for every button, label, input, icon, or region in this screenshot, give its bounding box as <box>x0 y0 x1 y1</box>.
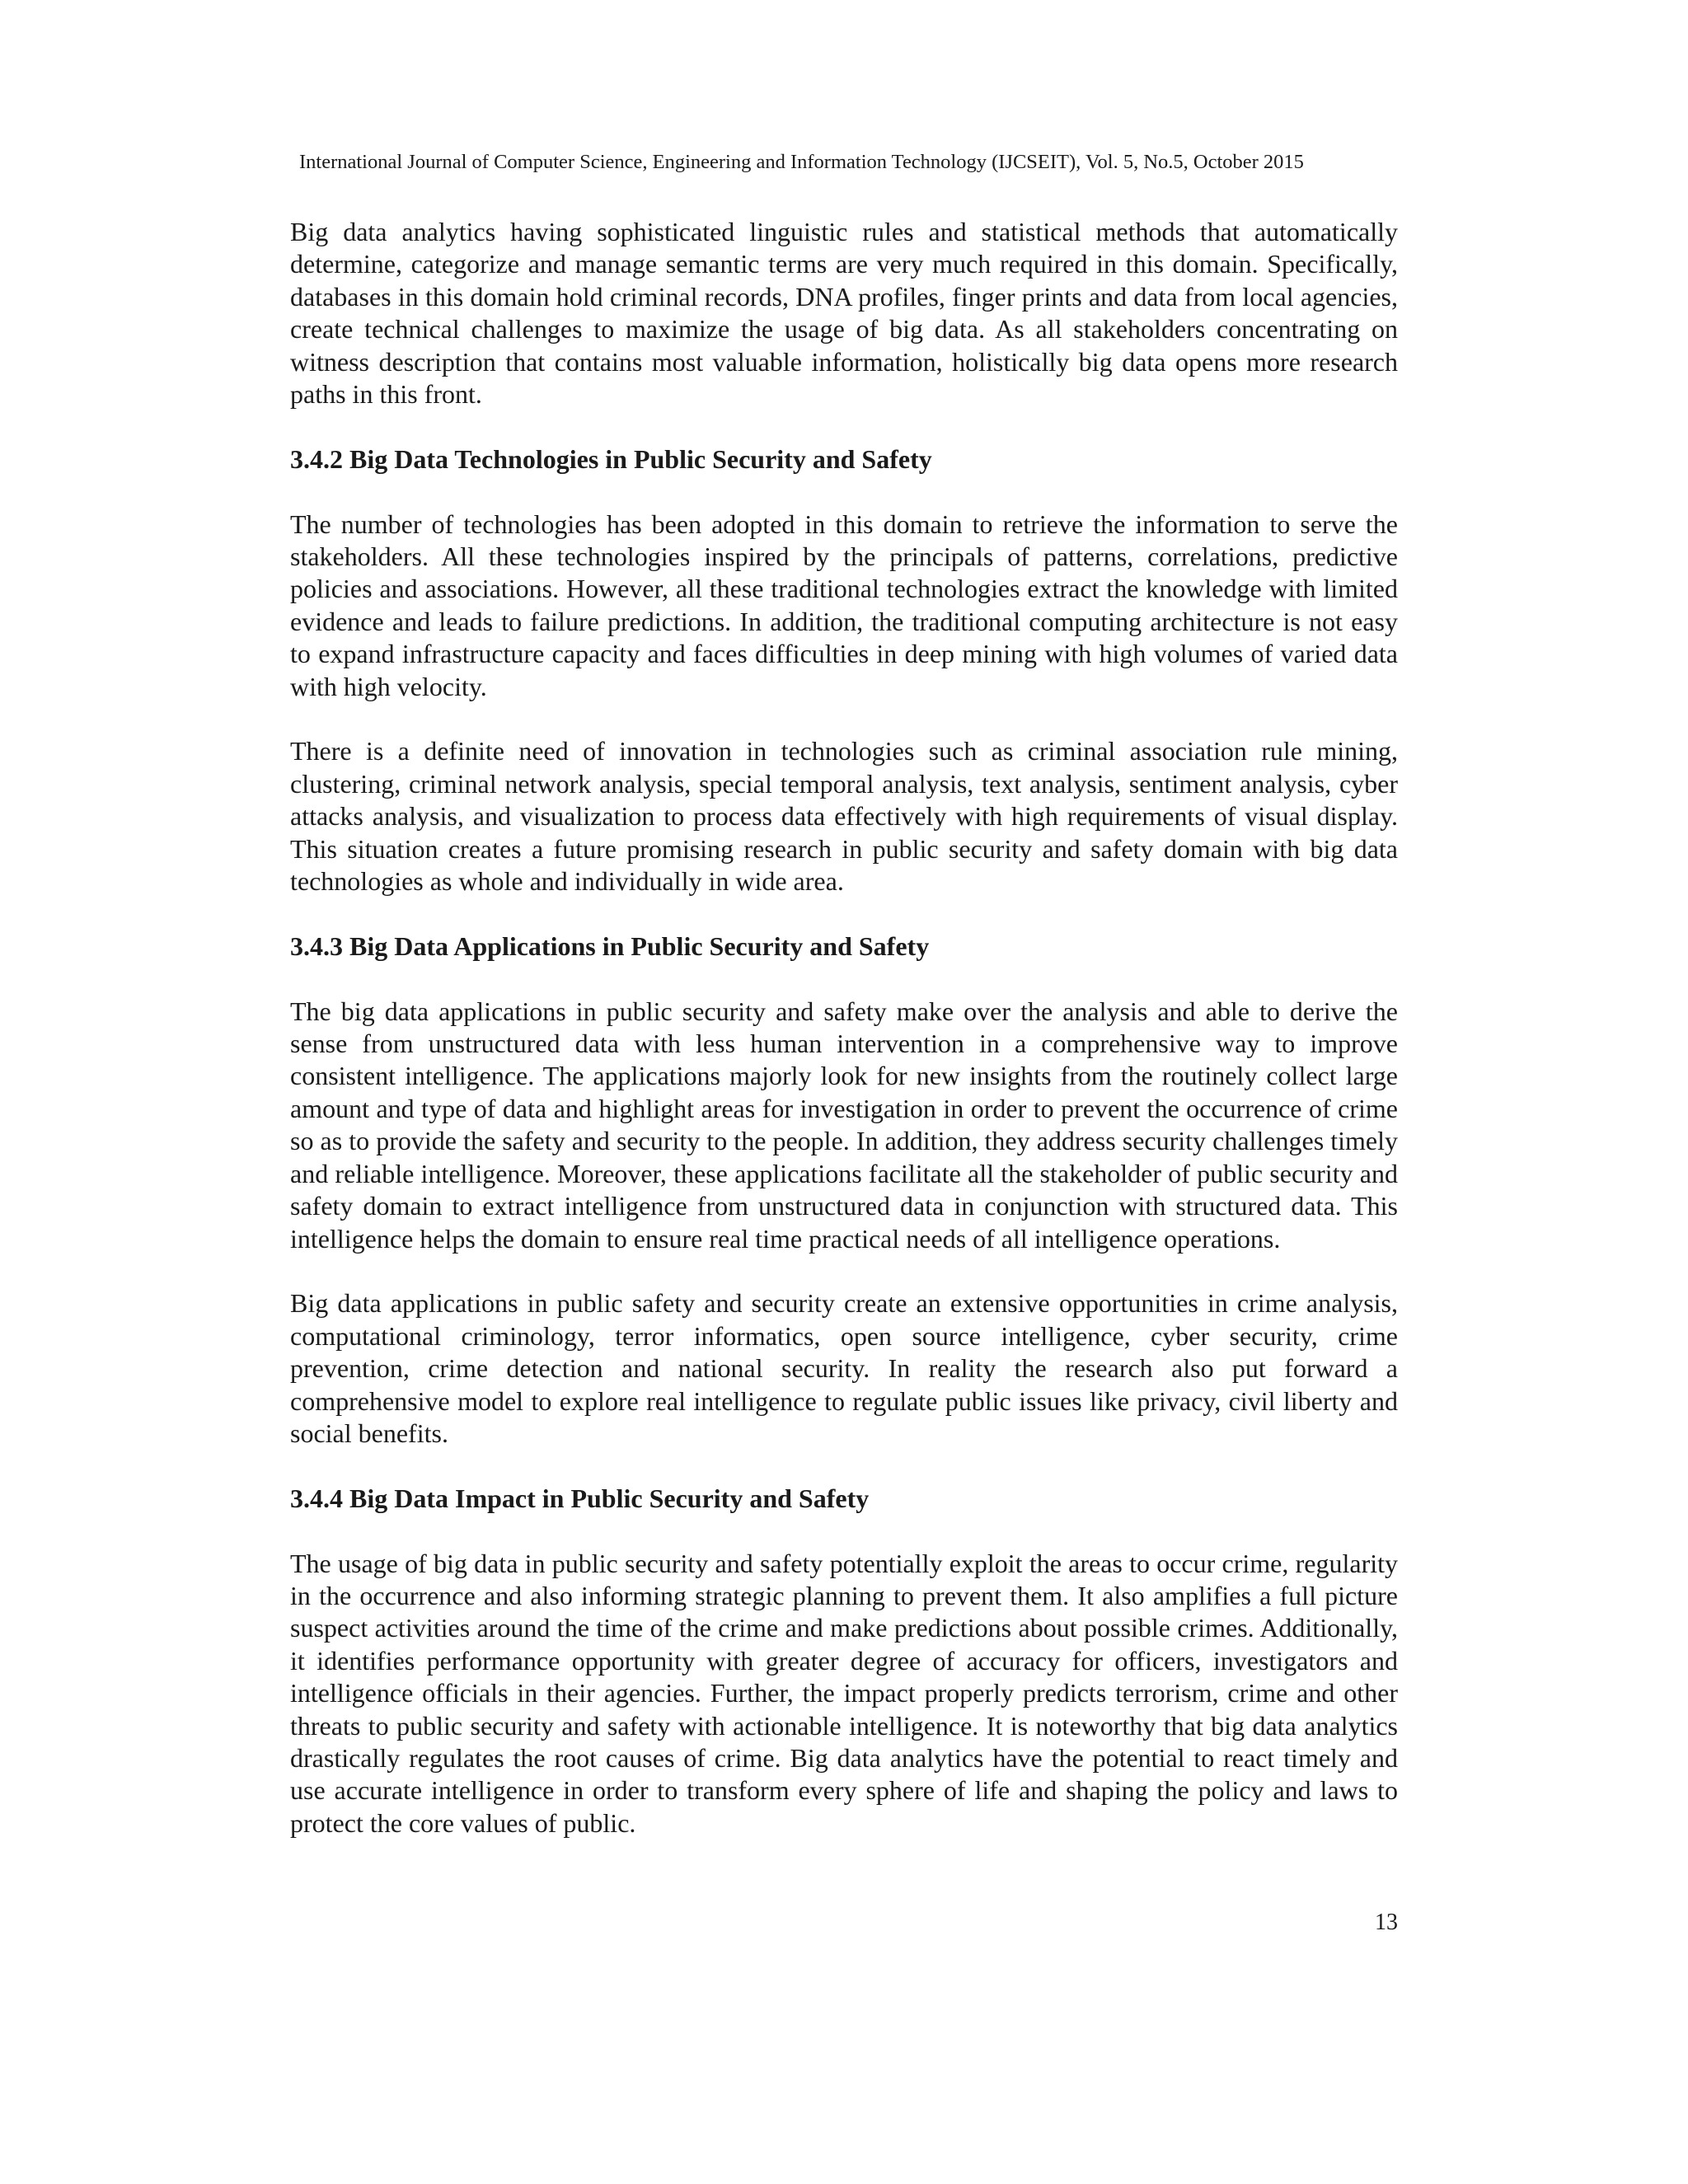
section-heading-3-4-3: 3.4.3 Big Data Applications in Public Security and Safety <box>290 930 930 961</box>
section-heading-3-4-2: 3.4.2 Big Data Technologies in Public Security and Safety <box>290 443 932 474</box>
section-heading-3-4-4: 3.4.4 Big Data Impact in Public Security and Safety <box>290 1483 870 1513</box>
section-3-4-2-paragraph-1: The number of technologies has been adopted in this domain to retrieve the information to serve the stakeholders. All these technologies inspired by the principals of patterns, correlations, predictive policies and associations. However, all these traditional technologies extract the knowledge with limited evidence and leads to failure predictions. In addition, the traditional computing architecture is not easy to expand infrastructure capacity and faces difficulties in deep mining with high volumes of varied data with high velocity. <box>290 509 1398 701</box>
section-3-4-3-paragraph-1: The big data applications in public security and safety make over the analysis and able to derive the sense from unstructured data with less human intervention in a comprehensive way to improve consistent intelligence. The applications majorly look for new insights from the routinely collect large amount and type of data and highlight areas for investigation in order to prevent the occurrence of crime so as to provide the safety and security to the people. In addition, they address security challenges timely and reliable intelligence. Moreover, these applications facilitate all the stakeholder of public security and safety domain to extract intelligence from unstructured data in conjunction with structured data. This intelligence helps the domain to ensure real time practical needs of all intelligence operations. <box>290 996 1398 1254</box>
section-3-4-4-paragraph-1: The usage of big data in public security and safety potentially exploit the areas to occur crime, regularity in the occurrence and also informing strategic planning to prevent them. It also amplifies a full picture suspect activities around the time of the crime and make predictions about possible crimes. Additionally, it identifies performance opportunity with greater degree of accuracy for officers, investigators and intelligence officials in their agencies. Further, the impact properly predicts terrorism, crime and other threats to public security and safety with actionable intelligence. It is noteworthy that big data analytics drastically regulates the root causes of crime. Big data analytics have the potential to react timely and use accurate intelligence in order to transform every sphere of life and shaping the policy and laws to protect the core values of public. <box>290 1548 1398 1838</box>
section-3-4-2-paragraph-2: There is a definite need of innovation in technologies such as criminal association rule mining, clustering, criminal network analysis, special temporal analysis, text analysis, sentiment analysis, cyber attacks analysis, and visualization to process data effectively with high requirements of visual display. This situation creates a future promising research in public security and safety domain with big data technologies as whole and individually in wide area. <box>290 736 1398 897</box>
running-header: International Journal of Computer Science, Engineering and Information Technology (IJCSEIT), Vol. 5, No.5, October 2015 <box>299 151 1304 173</box>
section-3-4-3-paragraph-2: Big data applications in public safety and security create an extensive opportunities in crime analysis, computational criminology, terror informatics, open source intelligence, cyber security, crime prevention, crime detection and national security. In reality the research also put forward a comprehensive model to explore real intelligence to regulate public issues like privacy, civil liberty and social benefits. <box>290 1288 1398 1448</box>
intro-paragraph: Big data analytics having sophisticated linguistic rules and statistical methods that automatically determine, categorize and manage semantic terms are very much required in this domain. Specifically, databases in this domain hold criminal records, DNA profiles, finger prints and data from local agencies, create technical challenges to maximize the usage of big data. As all stakeholders concentrating on witness description that contains most valuable information, holistically big data opens more research paths in this front. <box>290 217 1398 410</box>
page-body <box>290 216 1398 1872</box>
page-number: 13 <box>1375 1910 1398 1935</box>
